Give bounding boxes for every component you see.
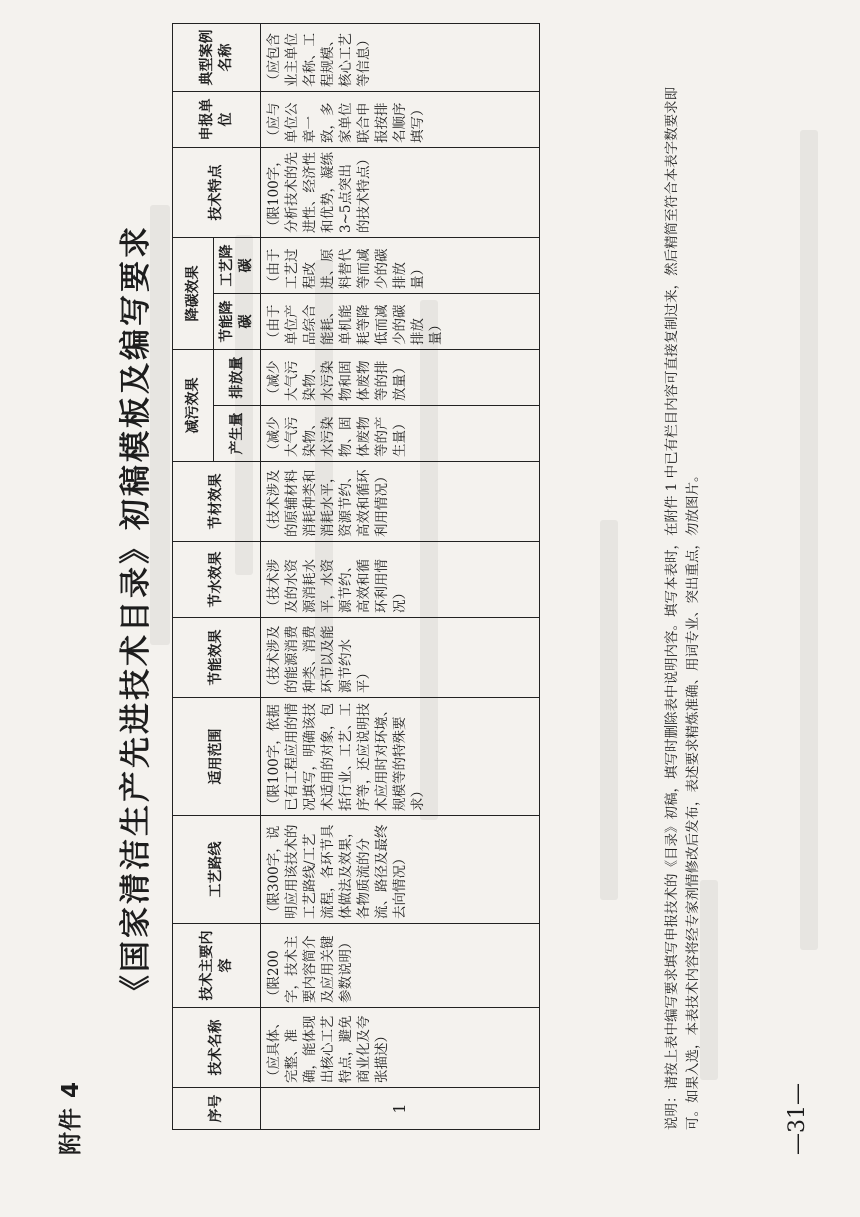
header-tech-name: 技术名称: [173, 1008, 261, 1088]
cell-energy-carbon: （由于单位产品综合能耗、单机能耗等降低而减少的碳排放量）: [261, 294, 540, 350]
cell-scope: （限100字，依据已有工程应用的情况填写，明确该技术适用的对象，包括行业、工艺、工序等，还应说明技术应用时对环境、规模等的特殊要求）: [261, 698, 540, 816]
header-applicant: 申报单位: [173, 92, 261, 148]
cell-energy-saving: （技术涉及的能源消费种类、消费环节以及能源节约水平）: [261, 618, 540, 698]
cell-tech-name: （应具体、完整、准确，能体现出核心工艺特点，避免商业化及夸张描述）: [261, 1008, 540, 1088]
header-water-saving: 节水效果: [173, 542, 261, 618]
header-energy-carbon: 节能降碳: [214, 294, 261, 350]
explanatory-note: 说明：请按上表中编写要求填写申报技术的《目录》初稿，填写时删除表中说明内容。填写本表时，在附件 1 中已有栏目内容可直接复制过来，然后精简至符合本表字数要求即可。如果入选，本表技术内容将经专家剂情修改后发布，表述要求精炼准确、用词专业、突出重点，勿放图片。: [664, 86, 701, 1130]
cell-water-saving: （技术涉及的水资源消耗水平，水资源节约、高效和循环利用情况）: [261, 542, 540, 618]
header-pollution-reduction: 减污效果: [173, 350, 214, 462]
header-main-content: 技术主要内容: [173, 924, 261, 1008]
header-carbon-reduction: 降碳效果: [173, 238, 214, 350]
page-title: 《国家清洁生产先进技术目录》初稿模板及编写要求: [118, 224, 154, 1006]
cell-emission: （减少大气污染物、水污染物和固体废物等的排放量）: [261, 350, 540, 406]
header-energy-saving: 节能效果: [173, 618, 261, 698]
page-number: —31—: [785, 1083, 810, 1155]
rotated-page: [52, 29, 810, 1155]
template-table: [172, 23, 540, 1130]
header-generation: 产生量: [214, 406, 261, 462]
header-scope: 适用范围: [173, 698, 261, 816]
header-material-saving: 节材效果: [173, 462, 261, 542]
cell-applicant: （应与单位公章一致，多家单位联合申报按排名顺序填写）: [261, 92, 540, 148]
cell-main-content: （限200字，技术主要内容简介及应用关键参数说明）: [261, 924, 540, 1008]
cell-process-route: （限300字，说明应用该技术的工艺路线/工艺流程，各环节具体做法及效果，各物质流的分流、路径及最终去向情况）: [261, 816, 540, 924]
header-emission: 排放量: [214, 350, 261, 406]
header-process-carbon: 工艺降碳: [214, 238, 261, 294]
cell-case-name: （应包含业主单位名称、工程规模、核心工艺等信息）: [261, 24, 540, 92]
cell-material-saving: （技术涉及的原辅材料消耗种类和消耗水平，资源节约、高效和循环利用情况）: [261, 462, 540, 542]
annex-label: 附件 4: [58, 1080, 84, 1155]
header-case-name: 典型案例名称: [173, 24, 261, 92]
cell-generation: （减少大气污染物、水污染物、固体废物等的产生量）: [261, 406, 540, 462]
cell-seq: 1: [261, 1088, 540, 1130]
cell-process-carbon: （由于工艺过程改进、原料替代等而减少的碳排放量）: [261, 238, 540, 294]
table-row: [261, 24, 540, 1130]
header-features: 技术特点: [173, 148, 261, 238]
cell-features: （限100字，分析技术的先进性、经济性和优势，凝练3~5点突出的技术特点）: [261, 148, 540, 238]
header-process-route: 工艺路线: [173, 816, 261, 924]
header-seq: 序号: [173, 1088, 261, 1130]
